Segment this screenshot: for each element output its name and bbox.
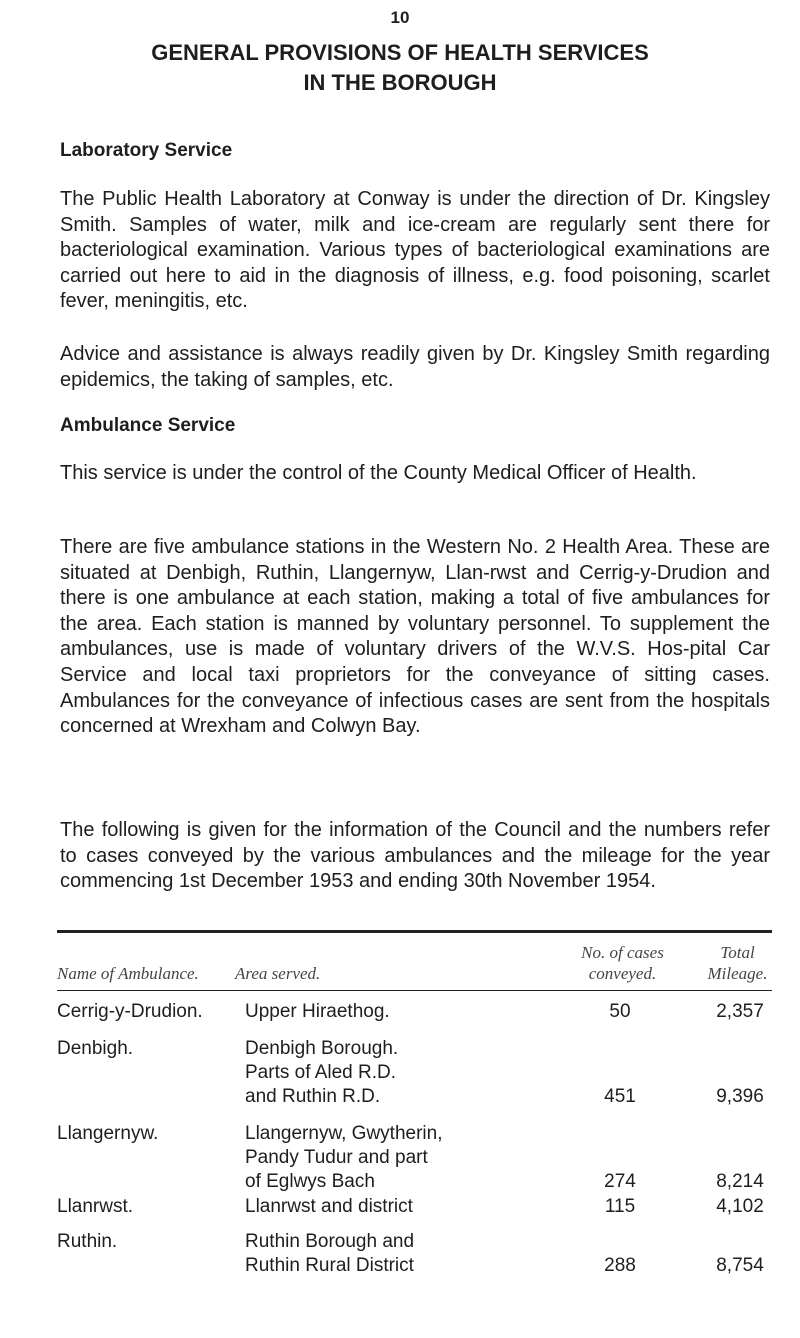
row-2-cases: 451: [604, 1086, 636, 1107]
laboratory-heading: Laboratory Service: [60, 140, 233, 161]
header-name: Name of Ambulance.: [57, 964, 199, 983]
row-5-mileage: 8,754: [716, 1255, 764, 1276]
row-4-name: Llanrwst.: [57, 1196, 134, 1217]
row-3-area: Llangernyw, Gwytherin, Pandy Tudur and part of Eglwys Bach: [245, 1123, 443, 1192]
page-number: 10: [390, 8, 410, 27]
row-1-cases: 50: [609, 1001, 631, 1022]
row-3-cases: 274: [604, 1171, 636, 1192]
row-5-name: Ruthin.: [57, 1231, 118, 1252]
page-title: [0, 38, 800, 98]
header-mileage: Total Mileage.: [707, 943, 768, 983]
ambulance-heading: Ambulance Service: [60, 415, 236, 436]
laboratory-paragraph-1: The Public Health Laboratory at Conway is under the direction of Dr. Kingsley Smith. Samples of water, milk and ice-cream are regularly sent there for bacteriological examination. Various types of bacteriological examinations are carried out here to aid in the diagnosis of illness, e.g. food poisoning, scarlet fever, meningitis, etc.: [60, 188, 770, 313]
row-4-cases: 115: [604, 1196, 636, 1217]
ambulance-paragraph-2: There are five ambulance stations in the Western No. 2 Health Area. These are situated at Denbigh, Ruthin, Llangernyw, Llan-rwst and Cerrig-y-Drudion and there is one ambulance at each station, making a total of five ambulances for the area. Each station is manned by voluntary personnel. To supplement the ambulances, use is made of voluntary drivers of the W.V.S. Hos-pital Car Service and local taxi proprietors for the conveyance of sitting cases. Ambulances for the conveyance of infectious cases are sent from the hospitals concerned at Wrexham and Colwyn Bay.: [60, 536, 770, 738]
row-4-mileage: 4,102: [716, 1196, 764, 1217]
ambulance-paragraph-1: This service is under the control of the County Medical Officer of Health.: [60, 462, 697, 484]
header-area: Area served.: [235, 964, 321, 983]
table-top-rule: [57, 930, 772, 933]
header-cases: No. of cases conveyed.: [581, 943, 664, 983]
page-title-line-2: IN THE BOROUGH: [303, 70, 497, 95]
row-3-mileage: 8,214: [716, 1171, 764, 1192]
row-2-mileage: 9,396: [716, 1086, 764, 1107]
row-4-area: Llanrwst and district: [245, 1196, 413, 1217]
page-title-line-1: GENERAL PROVISIONS OF HEALTH SERVICES: [151, 40, 649, 65]
row-2-name: Denbigh.: [57, 1038, 134, 1059]
row-5-cases: 288: [604, 1255, 636, 1276]
table-header-rule: [57, 990, 772, 991]
laboratory-paragraph-2: Advice and assistance is always readily given by Dr. Kingsley Smith regarding epidemics, the taking of samples, etc.: [60, 343, 770, 391]
row-1-area: Upper Hiraethog.: [245, 1001, 390, 1022]
ambulance-paragraph-3: The following is given for the information of the Council and the numbers refer to cases conveyed by the various ambulances and the mileage for the year commencing 1st December 1953 and ending 30th November 1954.: [60, 819, 770, 893]
row-2-area: Denbigh Borough. Parts of Aled R.D. and Ruthin R.D.: [245, 1038, 399, 1107]
row-5-area: Ruthin Borough and Ruthin Rural District: [245, 1231, 415, 1276]
row-3-name: Llangernyw.: [57, 1123, 159, 1144]
row-1-mileage: 2,357: [716, 1001, 764, 1022]
row-1-name: Cerrig-y-Drudion.: [57, 1001, 203, 1022]
